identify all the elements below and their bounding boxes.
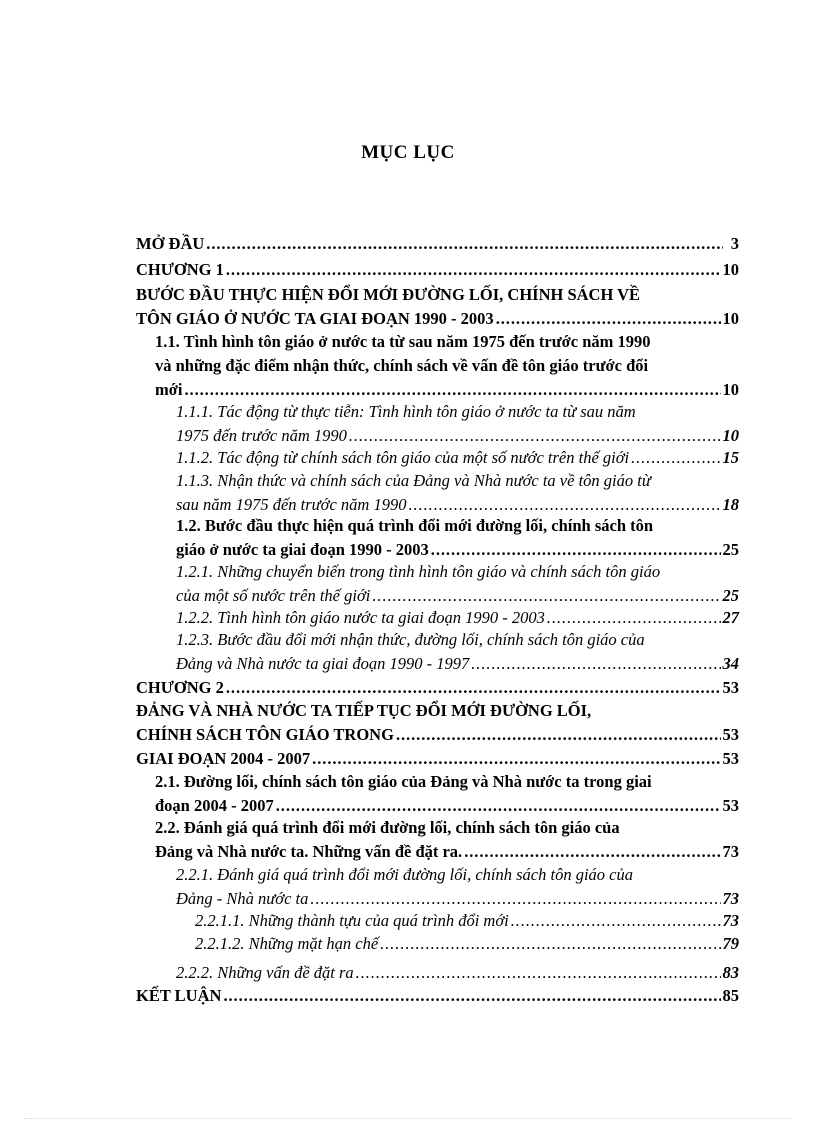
toc-entry-1-1[interactable] <box>155 330 739 402</box>
toc-entry-title: KẾT LUẬN <box>136 986 222 1005</box>
toc-entry-1-2-1[interactable] <box>176 560 739 608</box>
toc-page-number: 53 <box>722 796 739 815</box>
dot-leader <box>431 538 721 562</box>
toc-entry-title: MỞ ĐẦU <box>136 234 205 253</box>
dot-leader <box>464 840 720 864</box>
toc-entry-2-2-1[interactable] <box>176 863 739 911</box>
dot-leader <box>372 584 720 608</box>
toc-entry-title-line: và những đặc điểm nhận thức, chính sách về vấn đề tôn giáo trước đổi <box>155 356 649 375</box>
toc-page-number: 53 <box>722 749 739 768</box>
toc-page-number: 15 <box>722 448 739 467</box>
page-title: MỤC LỤC <box>361 142 455 163</box>
toc-entry-title-line: 1.1.3. Nhận thức và chính sách của Đảng và Nhà nước ta về tôn giáo từ <box>176 471 651 490</box>
page-bottom-divider <box>24 1118 792 1119</box>
toc-entry-title-line: CHÍNH SÁCH TÔN GIÁO TRONG <box>136 725 394 744</box>
toc-page-number: 79 <box>722 934 739 953</box>
toc-page-number: 73 <box>722 889 739 908</box>
dot-leader <box>496 307 721 331</box>
toc-page-number: 10 <box>722 309 739 328</box>
dot-leader <box>631 446 720 470</box>
toc-entry-title-line: ĐẢNG VÀ NHÀ NƯỚC TA TIẾP TỤC ĐỔI MỚI ĐƯỜNG LỐI, <box>136 701 592 720</box>
toc-page-number: 34 <box>722 654 739 673</box>
toc-entry-1-2-2[interactable] <box>176 606 739 630</box>
toc-entry-title: 1.2.2. Tình hình tôn giáo nước ta giai đoạn 1990 - 2003 <box>176 608 545 627</box>
toc-entry-title: CHƯƠNG 1 <box>136 260 224 279</box>
toc-entry-mo-dau[interactable] <box>136 232 739 256</box>
toc-entry-title-line: 2.1. Đường lối, chính sách tôn giáo của Đảng và Nhà nước ta trong giai <box>155 772 652 791</box>
toc-entry-1-1-1[interactable] <box>176 400 739 448</box>
toc-entry-2-2-2[interactable] <box>176 961 739 985</box>
dot-leader <box>226 258 721 282</box>
toc-entry-title-line: mới <box>155 380 183 399</box>
toc-page-number: 10 <box>722 260 739 279</box>
toc-entry-title-line: 1.2. Bước đầu thực hiện quá trình đổi mới đường lối, chính sách tôn <box>176 516 654 535</box>
toc-entry-title: 2.2.1.1. Những thành tựu của quá trình đổi mới <box>195 911 509 930</box>
toc-page-number: 53 <box>722 725 739 744</box>
toc-page-number: 85 <box>722 986 739 1005</box>
toc-entry-title: GIAI ĐOẠN 2004 - 2007 <box>136 749 311 768</box>
toc-entry-title-line: 2.2. Đánh giá quá trình đổi mới đường lối, chính sách tôn giáo của <box>155 818 620 837</box>
dot-leader <box>312 747 720 771</box>
toc-entry-giai-doan[interactable] <box>136 747 739 771</box>
dot-leader <box>310 887 720 911</box>
toc-entry-title-line: 1.1. Tình hình tôn giáo ở nước ta từ sau năm 1975 đến trước năm 1990 <box>155 332 651 351</box>
toc-page-number: 3 <box>730 234 739 253</box>
toc-page-number: 18 <box>722 495 739 514</box>
dot-leader <box>226 676 721 700</box>
toc-entry-1-1-3[interactable] <box>176 469 739 517</box>
toc-entry-title-line: BƯỚC ĐẦU THỰC HIỆN ĐỔI MỚI ĐƯỜNG LỐI, CHÍNH SÁCH VỀ <box>136 285 641 304</box>
dot-leader <box>356 961 721 985</box>
toc-entry-chuong-2[interactable] <box>136 676 739 700</box>
toc-entry-title-line: 2.2.1. Đánh giá quá trình đổi mới đường lối, chính sách tôn giáo của <box>176 865 633 884</box>
toc-entry-chuong-2-title[interactable] <box>136 699 739 747</box>
dot-leader <box>511 909 721 933</box>
toc-entry-title-line: 1975 đến trước năm 1990 <box>176 426 347 445</box>
toc-page-number: 25 <box>722 540 739 559</box>
toc-entry-title-line: giáo ở nước ta giai đoạn 1990 - 2003 <box>176 540 429 559</box>
toc-page-number: 83 <box>722 963 739 982</box>
toc-entry-2-1[interactable] <box>155 770 739 818</box>
toc-entry-title-line: Đảng và Nhà nước ta giai đoạn 1990 - 1997 <box>176 654 470 673</box>
dot-leader <box>184 378 720 402</box>
dot-leader <box>349 424 721 448</box>
toc-entry-2-2[interactable] <box>155 816 739 864</box>
dot-leader <box>276 794 721 818</box>
toc-entry-1-2-3[interactable] <box>176 628 739 676</box>
dot-leader <box>223 984 720 1008</box>
toc-entry-ket-luan[interactable] <box>136 984 739 1008</box>
toc-page-number: 53 <box>722 678 739 697</box>
toc-entry-title-line: 1.2.3. Bước đầu đổi mới nhận thức, đường lối, chính sách tôn giáo của <box>176 630 645 649</box>
dot-leader <box>396 723 721 747</box>
toc-entry-2-2-1-2[interactable] <box>195 932 739 956</box>
toc-page-number: 73 <box>722 911 739 930</box>
dot-leader <box>471 652 720 676</box>
toc-entry-title-line: của một số nước trên thế giới <box>176 586 371 605</box>
toc-entry-title-line: TÔN GIÁO Ở NƯỚC TA GIAI ĐOẠN 1990 - 2003 <box>136 309 494 328</box>
toc-page-number: 10 <box>722 380 739 399</box>
toc-page-number: 27 <box>722 608 739 627</box>
toc-page-number: 73 <box>722 842 739 861</box>
toc-entry-title-line: đoạn 2004 - 2007 <box>155 796 274 815</box>
toc-entry-title: 1.1.2. Tác động từ chính sách tôn giáo của một số nước trên thế giới <box>176 448 630 467</box>
toc-entry-title: 2.2.2. Những vấn đề đặt ra <box>176 963 354 982</box>
toc-entry-chuong-1-title[interactable] <box>136 283 739 331</box>
toc-entry-title-line: sau năm 1975 đến trước năm 1990 <box>176 495 407 514</box>
toc-entry-title-line: Đảng - Nhà nước ta <box>176 889 309 908</box>
toc-entry-title: 2.2.1.2. Những mặt hạn chế <box>195 934 379 953</box>
toc-entry-1-1-2[interactable] <box>176 446 739 470</box>
toc-entry-title-line: 1.2.1. Những chuyển biến trong tình hình tôn giáo và chính sách tôn giáo <box>176 562 661 581</box>
dot-leader <box>547 606 721 630</box>
toc-page-number: 25 <box>722 586 739 605</box>
toc-page-number: 10 <box>722 426 739 445</box>
toc-entry-title-line: 1.1.1. Tác động từ thực tiễn: Tình hình tôn giáo ở nước ta từ sau năm <box>176 402 636 421</box>
toc-entry-chuong-1[interactable] <box>136 258 739 282</box>
toc-entry-1-2[interactable] <box>176 514 739 562</box>
toc-entry-title: CHƯƠNG 2 <box>136 678 224 697</box>
dot-leader <box>206 232 722 256</box>
toc-entry-2-2-1-1[interactable] <box>195 909 739 933</box>
dot-leader <box>380 932 720 956</box>
toc-entry-title-line: Đảng và Nhà nước ta. Những vấn đề đặt ra. <box>155 842 463 861</box>
